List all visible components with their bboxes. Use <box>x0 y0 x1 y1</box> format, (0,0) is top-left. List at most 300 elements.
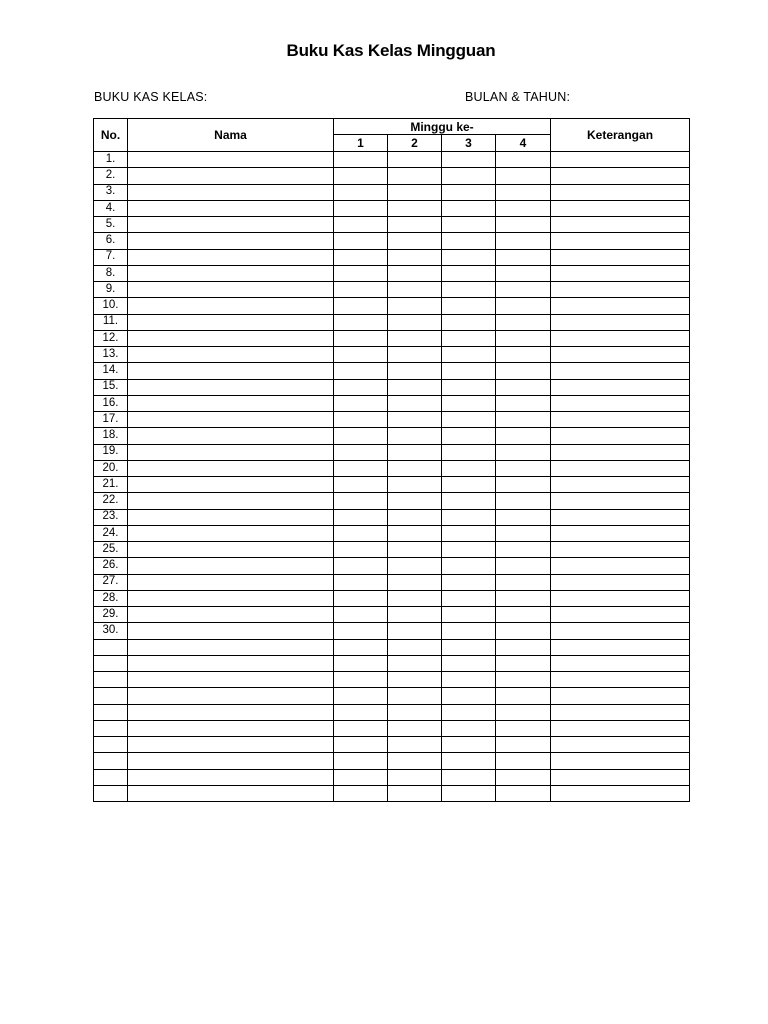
week-1-cell[interactable] <box>334 590 388 606</box>
week-3-cell[interactable] <box>442 509 496 525</box>
notes-cell[interactable] <box>551 493 690 509</box>
name-cell[interactable] <box>128 542 334 558</box>
notes-cell[interactable] <box>551 639 690 655</box>
week-3-cell[interactable] <box>442 558 496 574</box>
week-2-cell[interactable] <box>388 444 442 460</box>
name-cell[interactable] <box>128 558 334 574</box>
week-3-cell[interactable] <box>442 590 496 606</box>
table-row <box>94 152 690 168</box>
week-3-cell[interactable] <box>442 639 496 655</box>
notes-cell[interactable] <box>551 460 690 476</box>
row-number <box>94 737 128 753</box>
table-row <box>94 347 690 363</box>
week-2-cell[interactable] <box>388 184 442 200</box>
week-2-cell[interactable] <box>388 672 442 688</box>
week-2-cell[interactable] <box>388 639 442 655</box>
week-4-cell[interactable] <box>496 152 551 168</box>
name-cell[interactable] <box>128 737 334 753</box>
notes-cell[interactable] <box>551 509 690 525</box>
week-2-cell[interactable] <box>388 720 442 736</box>
week-3-cell[interactable] <box>442 769 496 785</box>
week-3-cell[interactable] <box>442 720 496 736</box>
table-row <box>94 217 690 233</box>
name-cell[interactable] <box>128 477 334 493</box>
week-1-cell[interactable] <box>334 607 388 623</box>
week-4-cell[interactable] <box>496 265 551 281</box>
week-1-cell[interactable] <box>334 688 388 704</box>
table-row <box>94 688 690 704</box>
notes-cell[interactable] <box>551 444 690 460</box>
notes-cell[interactable] <box>551 395 690 411</box>
week-1-cell[interactable] <box>334 347 388 363</box>
week-3-cell[interactable] <box>442 412 496 428</box>
notes-cell[interactable] <box>551 688 690 704</box>
week-1-cell[interactable] <box>334 314 388 330</box>
row-number: 8. <box>94 265 128 281</box>
week-4-cell[interactable] <box>496 444 551 460</box>
week-2-cell[interactable] <box>388 217 442 233</box>
week-2-cell[interactable] <box>388 558 442 574</box>
row-number: 30. <box>94 623 128 639</box>
week-2-cell[interactable] <box>388 655 442 671</box>
week-3-cell[interactable] <box>442 168 496 184</box>
week-3-cell[interactable] <box>442 493 496 509</box>
name-cell[interactable] <box>128 460 334 476</box>
week-2-cell[interactable] <box>388 623 442 639</box>
notes-cell[interactable] <box>551 428 690 444</box>
notes-cell[interactable] <box>551 152 690 168</box>
row-number <box>94 688 128 704</box>
notes-cell[interactable] <box>551 574 690 590</box>
table-row <box>94 769 690 785</box>
name-cell[interactable] <box>128 379 334 395</box>
week-4-cell[interactable] <box>496 298 551 314</box>
week-1-cell[interactable] <box>334 379 388 395</box>
notes-cell[interactable] <box>551 655 690 671</box>
week-3-cell[interactable] <box>442 363 496 379</box>
table-row <box>94 379 690 395</box>
week-2-cell[interactable] <box>388 428 442 444</box>
week-1-cell[interactable] <box>334 217 388 233</box>
table-row <box>94 460 690 476</box>
notes-cell[interactable] <box>551 298 690 314</box>
row-number: 25. <box>94 542 128 558</box>
week-1-cell[interactable] <box>334 704 388 720</box>
week-4-cell[interactable] <box>496 217 551 233</box>
notes-cell[interactable] <box>551 249 690 265</box>
name-cell[interactable] <box>128 184 334 200</box>
week-4-cell[interactable] <box>496 623 551 639</box>
week-3-cell[interactable] <box>442 347 496 363</box>
week-4-cell[interactable] <box>496 558 551 574</box>
week-2-cell[interactable] <box>388 347 442 363</box>
week-3-cell[interactable] <box>442 574 496 590</box>
name-cell[interactable] <box>128 217 334 233</box>
name-cell[interactable] <box>128 509 334 525</box>
week-3-cell[interactable] <box>442 184 496 200</box>
week-1-cell[interactable] <box>334 737 388 753</box>
name-cell[interactable] <box>128 363 334 379</box>
week-1-cell[interactable] <box>334 720 388 736</box>
notes-cell[interactable] <box>551 379 690 395</box>
row-number <box>94 753 128 769</box>
week-2-cell[interactable] <box>388 249 442 265</box>
week-2-cell[interactable] <box>388 412 442 428</box>
week-4-cell[interactable] <box>496 200 551 216</box>
notes-cell[interactable] <box>551 720 690 736</box>
notes-cell[interactable] <box>551 217 690 233</box>
week-3-cell[interactable] <box>442 477 496 493</box>
week-1-cell[interactable] <box>334 184 388 200</box>
notes-cell[interactable] <box>551 200 690 216</box>
week-3-cell[interactable] <box>442 785 496 801</box>
week-4-cell[interactable] <box>496 574 551 590</box>
week-3-cell[interactable] <box>442 542 496 558</box>
week-1-cell[interactable] <box>334 395 388 411</box>
table-row <box>94 412 690 428</box>
month-year-label: BULAN & TAHUN: <box>465 90 571 104</box>
name-cell[interactable] <box>128 282 334 298</box>
name-cell[interactable] <box>128 590 334 606</box>
notes-cell[interactable] <box>551 477 690 493</box>
notes-cell[interactable] <box>551 233 690 249</box>
table-row <box>94 737 690 753</box>
week-1-cell[interactable] <box>334 574 388 590</box>
week-2-cell[interactable] <box>388 314 442 330</box>
name-cell[interactable] <box>128 347 334 363</box>
table-row <box>94 282 690 298</box>
name-cell[interactable] <box>128 428 334 444</box>
week-4-cell[interactable] <box>496 379 551 395</box>
week-4-cell[interactable] <box>496 704 551 720</box>
week-1-cell[interactable] <box>334 412 388 428</box>
week-4-cell[interactable] <box>496 412 551 428</box>
name-cell[interactable] <box>128 785 334 801</box>
name-cell[interactable] <box>128 607 334 623</box>
table-body <box>94 152 690 802</box>
table-row <box>94 639 690 655</box>
week-4-cell[interactable] <box>496 672 551 688</box>
week-1-cell[interactable] <box>334 298 388 314</box>
table-row <box>94 590 690 606</box>
header-week-4: 4 <box>496 135 551 152</box>
week-1-cell[interactable] <box>334 753 388 769</box>
row-number: 5. <box>94 217 128 233</box>
week-1-cell[interactable] <box>334 493 388 509</box>
name-cell[interactable] <box>128 769 334 785</box>
name-cell[interactable] <box>128 655 334 671</box>
row-number: 20. <box>94 460 128 476</box>
row-number: 17. <box>94 412 128 428</box>
row-number: 9. <box>94 282 128 298</box>
week-4-cell[interactable] <box>496 785 551 801</box>
name-cell[interactable] <box>128 688 334 704</box>
table-row <box>94 363 690 379</box>
name-cell[interactable] <box>128 525 334 541</box>
table-row <box>94 330 690 346</box>
notes-cell[interactable] <box>551 363 690 379</box>
header-week-2: 2 <box>388 135 442 152</box>
table-row <box>94 704 690 720</box>
week-4-cell[interactable] <box>496 769 551 785</box>
row-number <box>94 655 128 671</box>
week-1-cell[interactable] <box>334 460 388 476</box>
week-3-cell[interactable] <box>442 688 496 704</box>
week-2-cell[interactable] <box>388 282 442 298</box>
week-1-cell[interactable] <box>334 542 388 558</box>
week-4-cell[interactable] <box>496 542 551 558</box>
week-2-cell[interactable] <box>388 233 442 249</box>
week-4-cell[interactable] <box>496 314 551 330</box>
week-2-cell[interactable] <box>388 460 442 476</box>
row-number <box>94 672 128 688</box>
table-row <box>94 265 690 281</box>
name-cell[interactable] <box>128 493 334 509</box>
week-2-cell[interactable] <box>388 525 442 541</box>
notes-cell[interactable] <box>551 607 690 623</box>
week-1-cell[interactable] <box>334 655 388 671</box>
table-row <box>94 168 690 184</box>
week-2-cell[interactable] <box>388 330 442 346</box>
week-3-cell[interactable] <box>442 672 496 688</box>
week-1-cell[interactable] <box>334 168 388 184</box>
week-3-cell[interactable] <box>442 704 496 720</box>
week-3-cell[interactable] <box>442 282 496 298</box>
week-3-cell[interactable] <box>442 444 496 460</box>
week-4-cell[interactable] <box>496 363 551 379</box>
header-no: No. <box>94 119 128 152</box>
notes-cell[interactable] <box>551 590 690 606</box>
week-3-cell[interactable] <box>442 395 496 411</box>
notes-cell[interactable] <box>551 282 690 298</box>
week-2-cell[interactable] <box>388 298 442 314</box>
week-4-cell[interactable] <box>496 737 551 753</box>
row-number <box>94 639 128 655</box>
table-row <box>94 314 690 330</box>
week-4-cell[interactable] <box>496 460 551 476</box>
week-2-cell[interactable] <box>388 509 442 525</box>
week-1-cell[interactable] <box>334 623 388 639</box>
notes-cell[interactable] <box>551 347 690 363</box>
week-4-cell[interactable] <box>496 493 551 509</box>
name-cell[interactable] <box>128 168 334 184</box>
week-2-cell[interactable] <box>388 574 442 590</box>
row-number: 1. <box>94 152 128 168</box>
week-2-cell[interactable] <box>388 200 442 216</box>
name-cell[interactable] <box>128 314 334 330</box>
week-2-cell[interactable] <box>388 477 442 493</box>
week-1-cell[interactable] <box>334 200 388 216</box>
week-2-cell[interactable] <box>388 590 442 606</box>
week-1-cell[interactable] <box>334 639 388 655</box>
week-2-cell[interactable] <box>388 785 442 801</box>
table-row <box>94 233 690 249</box>
notes-cell[interactable] <box>551 168 690 184</box>
name-cell[interactable] <box>128 412 334 428</box>
week-2-cell[interactable] <box>388 607 442 623</box>
notes-cell[interactable] <box>551 785 690 801</box>
week-1-cell[interactable] <box>334 477 388 493</box>
notes-cell[interactable] <box>551 330 690 346</box>
notes-cell[interactable] <box>551 704 690 720</box>
class-cashbook-label: BUKU KAS KELAS: <box>94 90 208 104</box>
notes-cell[interactable] <box>551 525 690 541</box>
week-4-cell[interactable] <box>496 639 551 655</box>
header-name: Nama <box>128 119 334 152</box>
week-3-cell[interactable] <box>442 623 496 639</box>
week-2-cell[interactable] <box>388 152 442 168</box>
name-cell[interactable] <box>128 200 334 216</box>
week-1-cell[interactable] <box>334 152 388 168</box>
week-4-cell[interactable] <box>496 395 551 411</box>
notes-cell[interactable] <box>551 184 690 200</box>
name-cell[interactable] <box>128 753 334 769</box>
week-2-cell[interactable] <box>388 168 442 184</box>
row-number: 23. <box>94 509 128 525</box>
week-1-cell[interactable] <box>334 785 388 801</box>
notes-cell[interactable] <box>551 542 690 558</box>
row-number: 6. <box>94 233 128 249</box>
week-3-cell[interactable] <box>442 330 496 346</box>
notes-cell[interactable] <box>551 672 690 688</box>
week-4-cell[interactable] <box>496 428 551 444</box>
name-cell[interactable] <box>128 249 334 265</box>
week-2-cell[interactable] <box>388 688 442 704</box>
week-4-cell[interactable] <box>496 330 551 346</box>
notes-cell[interactable] <box>551 737 690 753</box>
name-cell[interactable] <box>128 623 334 639</box>
week-3-cell[interactable] <box>442 607 496 623</box>
week-3-cell[interactable] <box>442 233 496 249</box>
notes-cell[interactable] <box>551 753 690 769</box>
notes-cell[interactable] <box>551 265 690 281</box>
week-4-cell[interactable] <box>496 282 551 298</box>
week-1-cell[interactable] <box>334 672 388 688</box>
week-1-cell[interactable] <box>334 265 388 281</box>
week-3-cell[interactable] <box>442 655 496 671</box>
name-cell[interactable] <box>128 720 334 736</box>
name-cell[interactable] <box>128 444 334 460</box>
week-3-cell[interactable] <box>442 737 496 753</box>
week-1-cell[interactable] <box>334 444 388 460</box>
week-4-cell[interactable] <box>496 347 551 363</box>
header-week-group: Minggu ke- <box>334 119 551 135</box>
week-1-cell[interactable] <box>334 769 388 785</box>
row-number: 18. <box>94 428 128 444</box>
week-4-cell[interactable] <box>496 688 551 704</box>
week-3-cell[interactable] <box>442 152 496 168</box>
week-1-cell[interactable] <box>334 363 388 379</box>
week-4-cell[interactable] <box>496 168 551 184</box>
week-4-cell[interactable] <box>496 525 551 541</box>
week-4-cell[interactable] <box>496 184 551 200</box>
week-3-cell[interactable] <box>442 428 496 444</box>
row-number: 2. <box>94 168 128 184</box>
week-2-cell[interactable] <box>388 769 442 785</box>
week-3-cell[interactable] <box>442 314 496 330</box>
week-3-cell[interactable] <box>442 217 496 233</box>
week-2-cell[interactable] <box>388 493 442 509</box>
week-4-cell[interactable] <box>496 655 551 671</box>
week-3-cell[interactable] <box>442 200 496 216</box>
week-1-cell[interactable] <box>334 525 388 541</box>
week-4-cell[interactable] <box>496 607 551 623</box>
week-3-cell[interactable] <box>442 265 496 281</box>
table-row <box>94 525 690 541</box>
name-cell[interactable] <box>128 298 334 314</box>
week-4-cell[interactable] <box>496 249 551 265</box>
table-row <box>94 493 690 509</box>
name-cell[interactable] <box>128 395 334 411</box>
week-4-cell[interactable] <box>496 720 551 736</box>
table-row <box>94 184 690 200</box>
week-2-cell[interactable] <box>388 542 442 558</box>
table-row <box>94 607 690 623</box>
name-cell[interactable] <box>128 233 334 249</box>
table-row <box>94 509 690 525</box>
week-4-cell[interactable] <box>496 233 551 249</box>
row-number: 28. <box>94 590 128 606</box>
week-3-cell[interactable] <box>442 249 496 265</box>
week-1-cell[interactable] <box>334 558 388 574</box>
name-cell[interactable] <box>128 574 334 590</box>
week-1-cell[interactable] <box>334 509 388 525</box>
row-number: 13. <box>94 347 128 363</box>
notes-cell[interactable] <box>551 769 690 785</box>
week-2-cell[interactable] <box>388 704 442 720</box>
week-2-cell[interactable] <box>388 753 442 769</box>
week-1-cell[interactable] <box>334 249 388 265</box>
name-cell[interactable] <box>128 639 334 655</box>
week-4-cell[interactable] <box>496 509 551 525</box>
week-1-cell[interactable] <box>334 428 388 444</box>
table-row <box>94 428 690 444</box>
row-number: 29. <box>94 607 128 623</box>
notes-cell[interactable] <box>551 558 690 574</box>
table-row <box>94 395 690 411</box>
week-4-cell[interactable] <box>496 753 551 769</box>
week-2-cell[interactable] <box>388 265 442 281</box>
notes-cell[interactable] <box>551 623 690 639</box>
week-3-cell[interactable] <box>442 298 496 314</box>
notes-cell[interactable] <box>551 412 690 428</box>
week-2-cell[interactable] <box>388 379 442 395</box>
week-1-cell[interactable] <box>334 233 388 249</box>
table-row <box>94 655 690 671</box>
week-1-cell[interactable] <box>334 330 388 346</box>
week-3-cell[interactable] <box>442 379 496 395</box>
row-number: 27. <box>94 574 128 590</box>
header-week-1: 1 <box>334 135 388 152</box>
name-cell[interactable] <box>128 672 334 688</box>
week-1-cell[interactable] <box>334 282 388 298</box>
week-2-cell[interactable] <box>388 395 442 411</box>
week-3-cell[interactable] <box>442 460 496 476</box>
week-3-cell[interactable] <box>442 753 496 769</box>
week-2-cell[interactable] <box>388 363 442 379</box>
name-cell[interactable] <box>128 704 334 720</box>
notes-cell[interactable] <box>551 314 690 330</box>
week-4-cell[interactable] <box>496 477 551 493</box>
table-row <box>94 200 690 216</box>
name-cell[interactable] <box>128 330 334 346</box>
week-4-cell[interactable] <box>496 590 551 606</box>
week-3-cell[interactable] <box>442 525 496 541</box>
name-cell[interactable] <box>128 265 334 281</box>
week-2-cell[interactable] <box>388 737 442 753</box>
table-row <box>94 672 690 688</box>
name-cell[interactable] <box>128 152 334 168</box>
